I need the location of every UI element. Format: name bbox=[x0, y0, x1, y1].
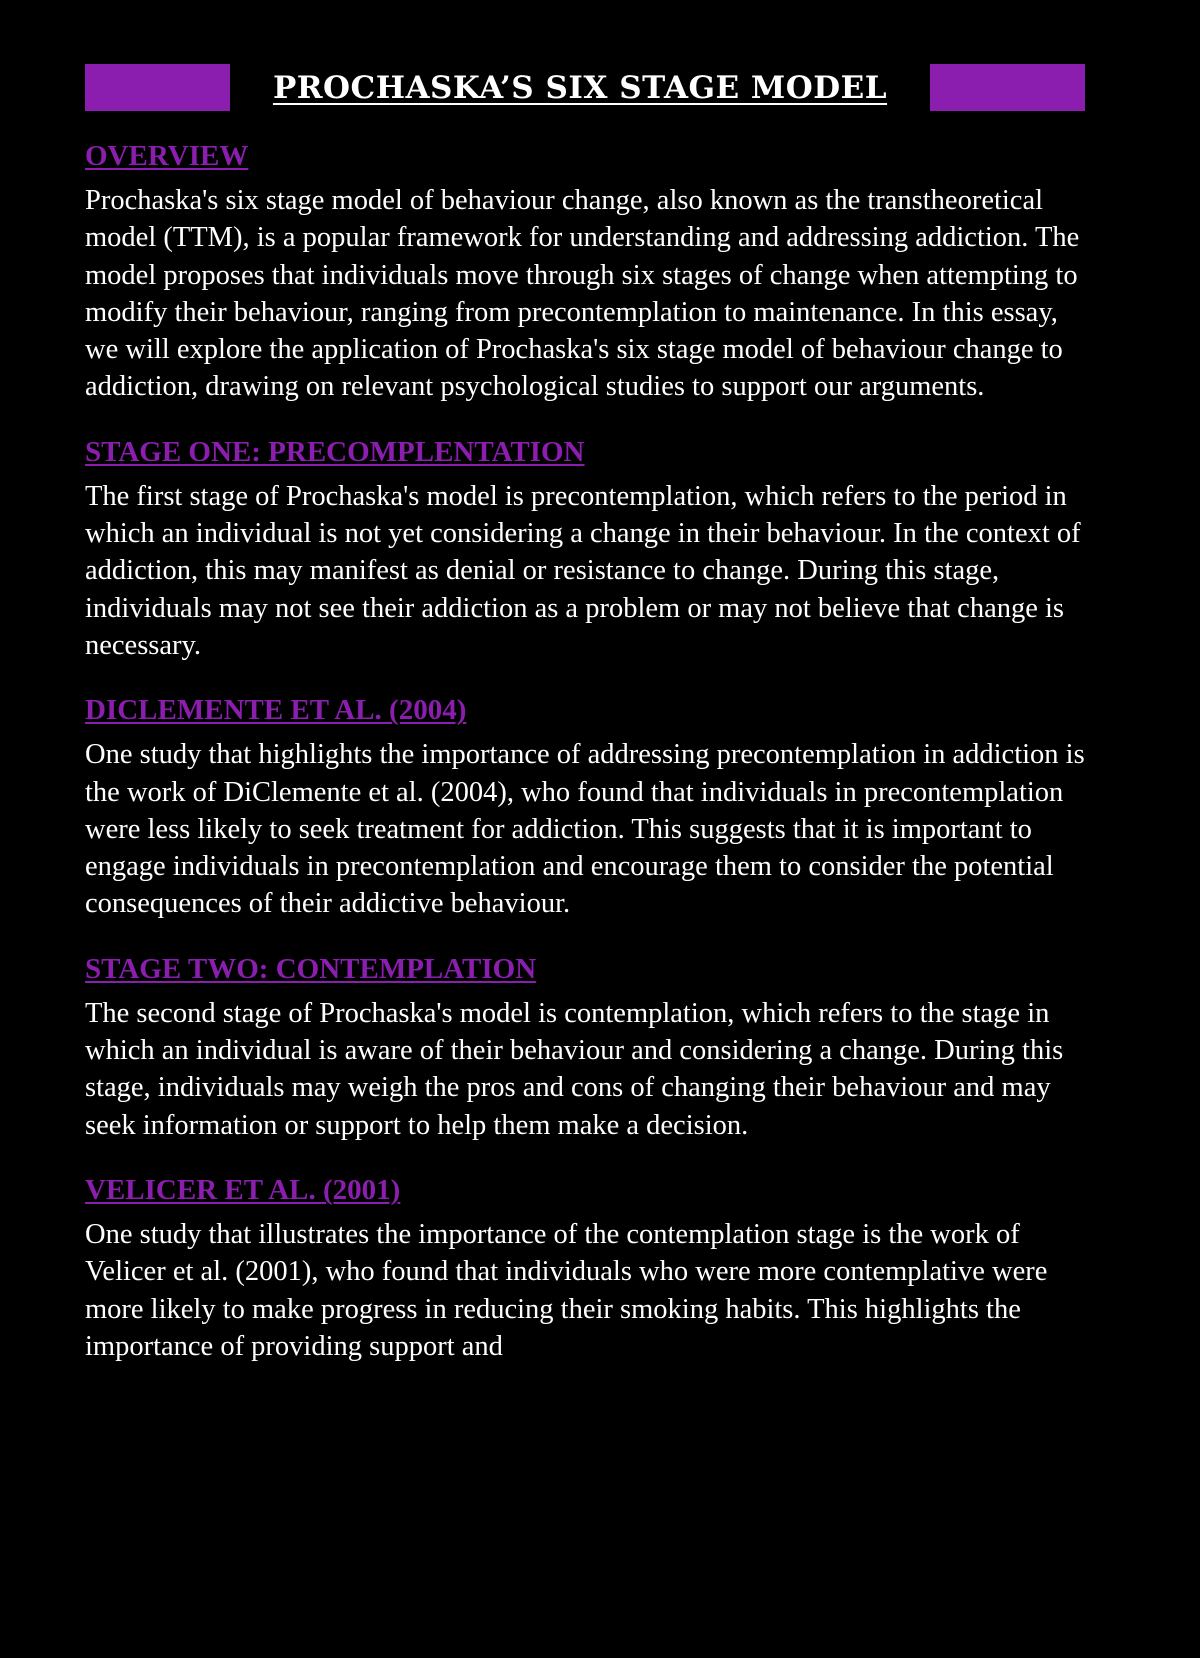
section-velicer bbox=[85, 1173, 1085, 1365]
section-body: The first stage of Prochaska's model is precontemplation, which refers to the period in which an individual is not yet considering a change in their behaviour. In the context of addiction, this may manifest as denial or resistance to change. During this stage, individuals may not see their addiction as a problem or may not believe that change is necessary. bbox=[85, 480, 1081, 661]
section-body: One study that illustrates the importance of the contemplation stage is the work of Velicer et al. (2001), who found that individuals who were more contemplative were more likely to make progress in reducing their smoking habits. This highlights the importance of providing support and bbox=[85, 1218, 1048, 1362]
section-heading: OVERVIEW bbox=[85, 140, 249, 172]
title-accent-bar-right bbox=[930, 64, 1085, 111]
section-overview bbox=[85, 139, 1085, 406]
title-banner bbox=[85, 64, 1085, 111]
section-stage-two bbox=[85, 952, 1085, 1144]
section-diclemente bbox=[85, 693, 1085, 922]
title-accent-bar-left bbox=[85, 64, 230, 111]
document-page bbox=[85, 64, 1085, 1394]
page-title: PROCHASKA’S SIX STAGE MODEL bbox=[272, 69, 888, 106]
section-body: The second stage of Prochaska's model is contemplation, which refers to the stage in which an individual is aware of their behaviour and considering a change. During this stage, individuals may weigh the pros and cons of changing their behaviour and may seek information or support to help them make a decision. bbox=[85, 997, 1064, 1141]
section-heading: STAGE ONE: PRECOMPLENTATION bbox=[85, 435, 585, 468]
section-stage-one bbox=[85, 435, 1085, 664]
section-body: One study that highlights the importance of addressing precontemplation in addiction is the work of DiClemente et al. (2004), who found that individuals in precontemplation were less likely to seek treatment for addiction. This suggests that it is important to engage individuals in precontemplation and encourage them to consider the potential consequences of their addictive behaviour. bbox=[85, 739, 1085, 920]
section-heading: VELICER ET AL. (2001) bbox=[85, 1173, 401, 1206]
section-body: Prochaska's six stage model of behaviour change, also known as the transtheoretical model (TTM), is a popular framework for understanding and addressing addiction. The model proposes that individuals move through six stages of change when attempting to modify their behaviour, ranging from precontemplation to maintenance. In this essay, we will explore the application of Prochaska's six stage model of behaviour change to addiction, drawing on relevant psychological studies to support our arguments. bbox=[85, 185, 1080, 403]
section-heading: STAGE TWO: CONTEMPLATION bbox=[85, 952, 537, 985]
section-heading: DICLEMENTE ET AL. (2004) bbox=[85, 694, 467, 727]
